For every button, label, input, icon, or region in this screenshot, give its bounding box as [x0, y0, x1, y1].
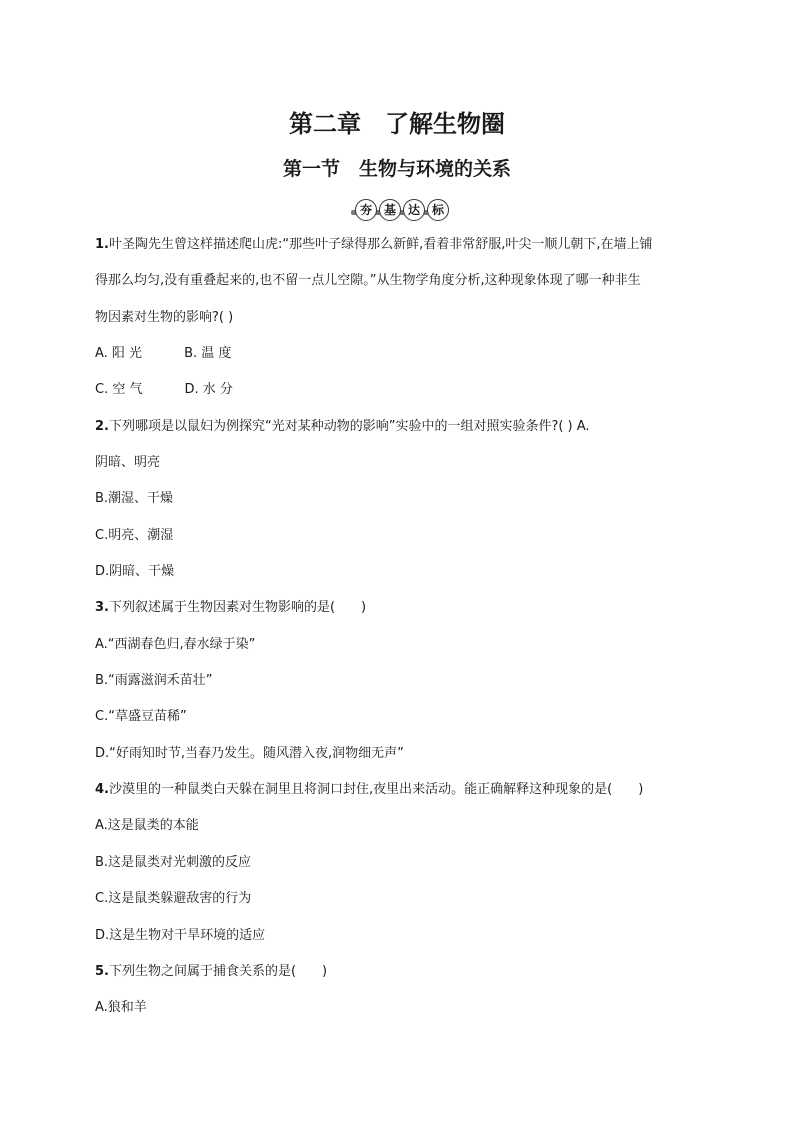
- question-text: 下列叙述属于生物因素对生物影响的是( ): [108, 600, 367, 615]
- question-4-line-1: [95, 782, 643, 798]
- question-number: 5.: [95, 964, 109, 979]
- question-1-line-1: [95, 237, 653, 253]
- option-b: B. 温 度: [184, 346, 232, 361]
- question-1-options-cd: [95, 382, 233, 398]
- question-1-line-2: 得那么均匀,没有重叠起来的,也不留一点儿空隙。”从生物学角度分析,这种现象体现了哪一种非生: [95, 273, 641, 288]
- option-c: C.这是鼠类躲避敌害的行为: [95, 891, 252, 906]
- question-number: 2.: [95, 419, 109, 434]
- question-number: 1.: [95, 237, 109, 252]
- question-2-line-1: [95, 419, 590, 435]
- question-text: 沙漠里的一种鼠类白天躲在洞里且将洞口封住,夜里出来活动。能正确解释这种现象的是( ): [108, 782, 644, 797]
- section-badge: [351, 199, 443, 223]
- question-text: 下列生物之间属于捕食关系的是( ): [108, 964, 328, 979]
- option-a: A.这是鼠类的本能: [95, 818, 199, 833]
- question-number: 4.: [95, 782, 109, 797]
- question-number: 3.: [95, 600, 109, 615]
- option-d: D.“好雨知时节,当春乃发生。随风潜入夜,润物细无声”: [95, 746, 404, 761]
- badge-char: 标: [427, 199, 449, 221]
- option-b: B.这是鼠类对光刺激的反应: [95, 855, 252, 870]
- section-title: 第一节 生物与环境的关系: [282, 158, 511, 180]
- badge-char: 达: [403, 199, 425, 221]
- question-1-line-3: 物因素对生物的影响?( ): [95, 310, 234, 325]
- question-3-line-1: [95, 600, 366, 616]
- question-text: 下列哪项是以鼠妇为例探究“光对某种动物的影响”实验中的一组对照实验条件?( ) A.: [108, 419, 590, 434]
- option-c: C.明亮、潮湿: [95, 528, 174, 543]
- option-a: A.狼和羊: [95, 1000, 147, 1015]
- badge-char: 夯: [355, 199, 377, 221]
- question-2-line-2: 阴暗、明亮: [95, 455, 161, 470]
- question-text: 叶圣陶先生曾这样描述爬山虎:“那些叶子绿得那么新鲜,看着非常舒服,叶尖一顺儿朝下,在墙上铺: [108, 237, 653, 252]
- option-d: D.这是生物对干旱环境的适应: [95, 928, 266, 943]
- option-a: A.“西湖春色归,春水绿于染”: [95, 637, 256, 652]
- option-b: B.“雨露滋润禾苗壮”: [95, 673, 213, 688]
- option-c: C.“草盛豆苗稀”: [95, 709, 187, 724]
- option-a: A. 阳 光: [95, 346, 143, 361]
- question-1-options-ab: [95, 346, 231, 362]
- chapter-title: 第二章 了解生物圈: [289, 110, 505, 138]
- option-d: D. 水 分: [184, 382, 233, 397]
- badge-char: 基: [379, 199, 401, 221]
- option-b: B.潮湿、干燥: [95, 491, 174, 506]
- option-d: D.阴暗、干燥: [95, 564, 175, 579]
- option-c: C. 空 气: [95, 382, 143, 397]
- question-5-line-1: [95, 964, 327, 980]
